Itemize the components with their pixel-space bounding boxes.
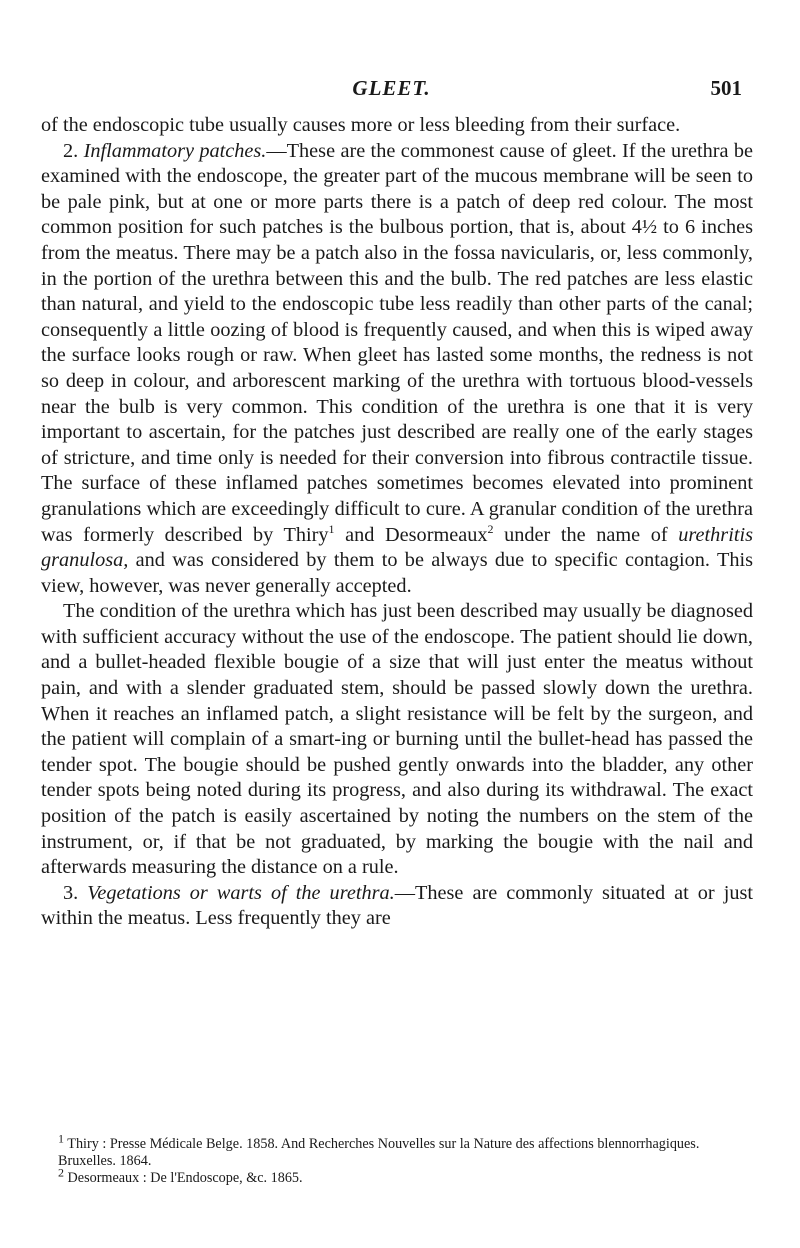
latin-term: urethritis granulosa, [41,523,753,572]
running-head: GLEET. [352,76,431,100]
paragraph-vegetations: 3. Vegetations or warts of the urethra.—These are commonly situated at or just within the meatus. Less frequently they are [41,881,753,930]
footnote-ref-2: 2 [487,521,494,536]
body-text [41,113,753,932]
footnote-1: $^1$ Thiry : Presse Médicale Belge. 1858. And Recherches Nouvelles sur la Nature des affections blennorrhagiques. Bruxelles. 1864. [58,1131,700,1169]
section-heading-inflammatory-patches: Inflammatory patches. [83,139,267,162]
paragraph-continued: of the endoscopic tube usually causes more or less bleeding from their surface. [41,114,681,136]
footnote-2: $^2$ Desormeaux : De l'Endoscope, &c. 1865. [58,1165,303,1186]
paragraph-inflammatory-patches: 2. Inflammatory patches.—These are the commonest cause of gleet. If the urethra be examined with the endoscope, the greater part of the mucous membrane will be seen to be pale pink, but at one or more parts there is a patch of deep red colour. The most common position for such patches is the bulbous portion, that is, about 4½ to 6 inches from the meatus. There may be a patch also in the fossa navicularis, or, less commonly, in the portion of the urethra between this and the bulb. The red patches are less elastic than natural, and yield to the endoscopic tube less readily than other parts of the canal; consequently a little oozing of blood is frequently caused, and when this is wiped away the surface looks rough or raw. When gleet has lasted some months, the redness is not so deep in colour, and arborescent marking of the urethra with tortuous blood-vessels near the bulb is very common. This condition of the urethra is one that it is very important to ascertain, for the patches just described are really one of the early stages of stricture, and time only is needed for their conversion into fibrous contractile tissue. The surface of these inflamed patches sometimes becomes elevated into prominent granulations which are exceedingly difficult to cure. A granular condition of the urethra was formerly described by Thiry$^1$ and Desormeaux$^2$ under the name of urethritis granulosa, and was considered by them to be always due to specific contagion. This view, however, was never generally accepted. [41,139,753,597]
paragraph-diagnosis: The condition of the urethra which has just been described may usually be diagnosed with sufficient accuracy without the use of the endoscope. The patient should lie down, and a bullet-headed flexible bougie of a size that will just enter the meatus without pain, and with a slender graduated stem, should be passed slowly down the urethra. When it reaches an inflamed patch, a slight resistance will be felt by the surgeon, and the patient will complain of a smart-ing or burning until the bullet-head has passed the tender spot. The bougie should be pushed gently onwards into the bladder, any other tender spots being noted during its progress, and also during its withdrawal. The exact position of the patch is easily ascertained by noting the numbers on the stem of the instrument, or, if that be not graduated, by marking the bougie with the nail and afterwards measuring the distance on a rule. [41,600,753,879]
section-heading-vegetations: Vegetations or warts of the urethra. [87,881,395,904]
footnotes [41,1131,753,1187]
footnote-ref-1: 1 [328,521,335,536]
page-number: 501 [710,76,742,100]
page-header [41,76,742,106]
